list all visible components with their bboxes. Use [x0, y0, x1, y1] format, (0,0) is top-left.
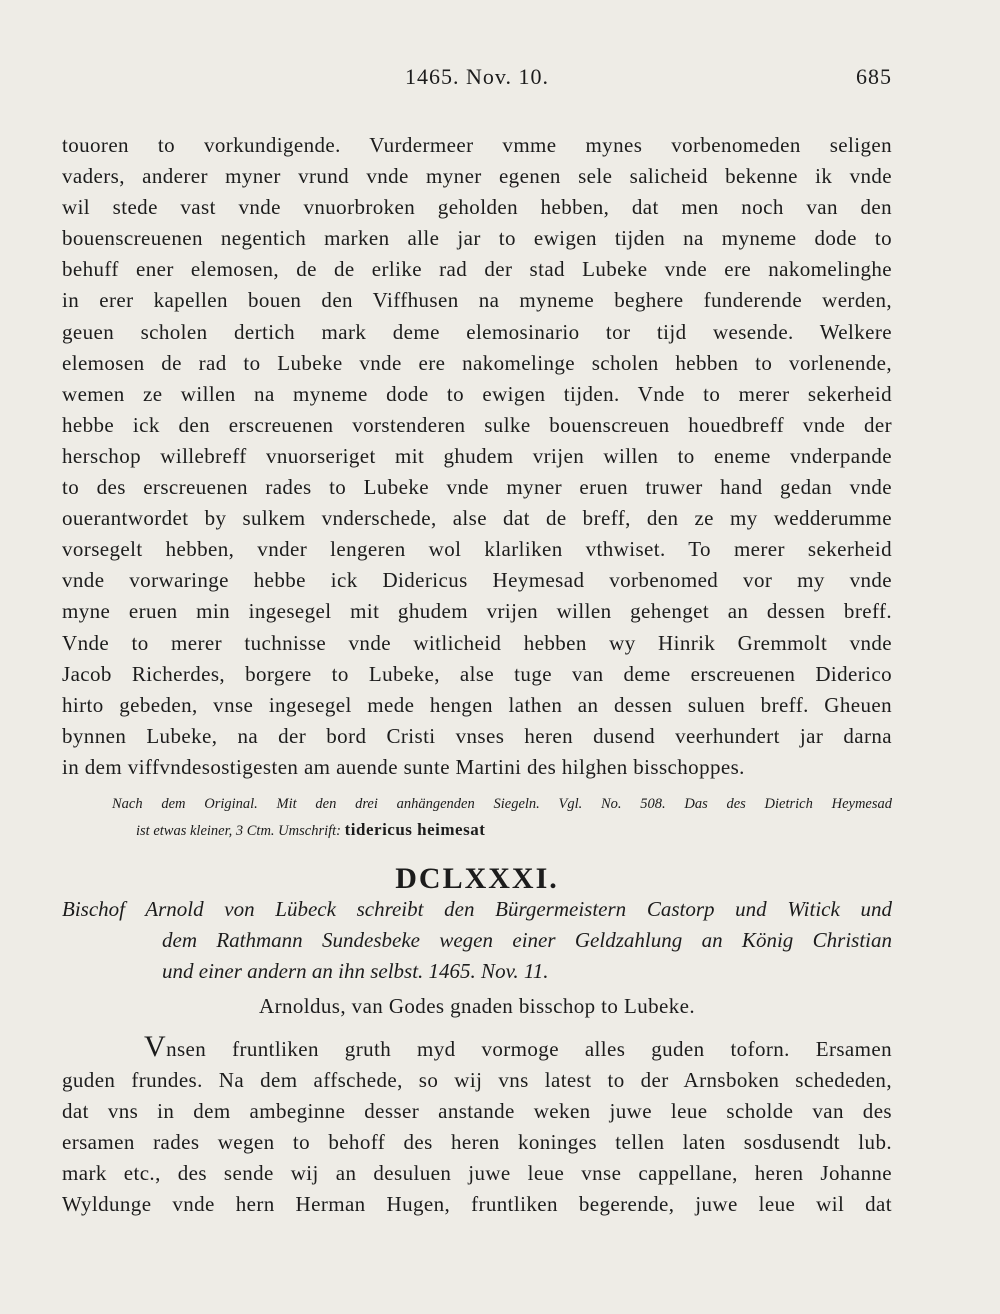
text-line: vnde vorwaringe hebbe ick Didericus Heymesad vorbenomed vor my vnde: [62, 568, 892, 593]
text-line: wemen ze willen na myneme dode to ewigen tijden. Vnde to merer sekerheid: [62, 381, 892, 406]
salutation: Arnoldus, van Godes gnaden bisschop to Lubeke.: [259, 994, 695, 1018]
text-line: Jacob Richerdes, borgere to Lubeke, alse tuge van deme erscreuenen Diderico: [62, 661, 892, 686]
continued-charter-text: [62, 130, 892, 783]
letter-text: [62, 1030, 892, 1221]
text-line: guden frundes. Na dem affschede, so wij vns latest to der Arnsboken schededen,: [62, 1068, 892, 1093]
text-line: touoren to vorkundigende. Vurdermeer vmme mynes vorbenomeden seligen: [62, 133, 892, 157]
text-line: herschop willebreff vnuorseriget mit ghudem vrijen willen to eneme vnderpande: [62, 443, 892, 468]
text-line: wil stede vast vnde vnuorbroken geholden hebben, dat men noch van den: [62, 195, 892, 220]
text-line: to des erscreuenen rades to Lubeke vnde myner eruen truwer hand gedan vnde: [62, 475, 892, 500]
text-line: vorsegelt hebben, vnder lengeren wol klarliken vthwiset. To merer sekerheid: [62, 537, 892, 562]
text-line: geuen scholen dertich mark deme elemosinario tor tijd wesende. Welkere: [62, 319, 892, 344]
text-line: in dem viffvndesostigesten am auende sunte Martini des hilghen bisschoppes.: [62, 754, 745, 779]
text-line: myne eruen min ingesegel mit ghudem vrijen willen gehenget an dessen breff.: [62, 599, 892, 624]
footnote-line: Nach dem Original. Mit den drei anhängenden Siegeln. Vgl. No. 508. Das des Dietrich Heymesad: [112, 796, 892, 812]
initial-letter: V: [144, 1030, 167, 1063]
footnote-line: [62, 817, 892, 842]
text-line: dat vns in dem ambeginne desser anstande weken juwe leue scholde van des: [62, 1099, 892, 1124]
text-line: bouenscreuenen negentich marken alle jar to ewigen tijden na myneme dode to: [62, 226, 892, 251]
text-line: mark etc., des sende wij an desuluen juwe leue vnse cappellane, heren Johanne: [62, 1161, 892, 1186]
running-head: [62, 64, 892, 94]
text-line: Wyldunge vnde hern Herman Hugen, fruntliken begerende, juwe leue wil dat: [62, 1192, 892, 1217]
footnote: [62, 792, 892, 842]
heading-line: dem Rathmann Sundesbeke wegen einer Geldzahlung an König Christian: [162, 928, 892, 952]
page-number: 685: [856, 64, 892, 89]
text-line: hirto gebeden, vnse ingesegel mede hengen lathen an dessen suluen breff. Gheuen: [62, 692, 892, 717]
heading-line: Bischof Arnold von Lübeck schreibt den Bürgermeistern Castorp und Witick und: [62, 897, 892, 921]
text-line: vaders, anderer myner vrund vnde myner egenen sele salicheid bekenne ik vnde: [62, 164, 892, 189]
text-line: Vnde to merer tuchnisse vnde witlicheid hebben wy Hinrik Gremmolt vnde: [62, 630, 892, 655]
text-line: hebbe ick den erscreuenen vorstenderen sulke bouenscreuen houedbreff vnde der: [62, 412, 892, 437]
first-line-rest: nsen fruntliken gruth myd vormoge alles guden toforn. Ersamen: [166, 1037, 892, 1061]
running-head-date: 1465. Nov. 10.: [405, 64, 549, 89]
seal-legend: tidericus heimesat: [344, 820, 486, 839]
letter-first-line: [62, 1030, 892, 1065]
text-line: in erer kapellen bouen den Viffhusen na myneme beghere funderende werden,: [62, 288, 892, 313]
text-line: bynnen Lubeke, na der bord Cristi vnses heren dusend veerhundert jar darna: [62, 723, 892, 748]
text-line: elemosen de rad to Lubeke vnde ere nakomelinge scholen hebben to vorlenende,: [62, 350, 892, 375]
document-heading: [62, 894, 892, 987]
document-number: DCLXXXI.: [395, 862, 559, 895]
heading-line: und einer andern an ihn selbst. 1465. Nov. 11.: [162, 959, 549, 983]
text-line: ouerantwordet by sulkem vnderschede, alse dat de breff, den ze my wedderumme: [62, 506, 892, 531]
text-line: ersamen rades wegen to behoff des heren koninges tellen laten sosdusendt lub.: [62, 1130, 892, 1155]
footnote-prefix: ist etwas kleiner, 3 Ctm. Umschrift:: [136, 823, 342, 839]
text-line: behuff ener elemosen, de de erlike rad der stad Lubeke vnde ere nakomelinghe: [62, 257, 892, 282]
